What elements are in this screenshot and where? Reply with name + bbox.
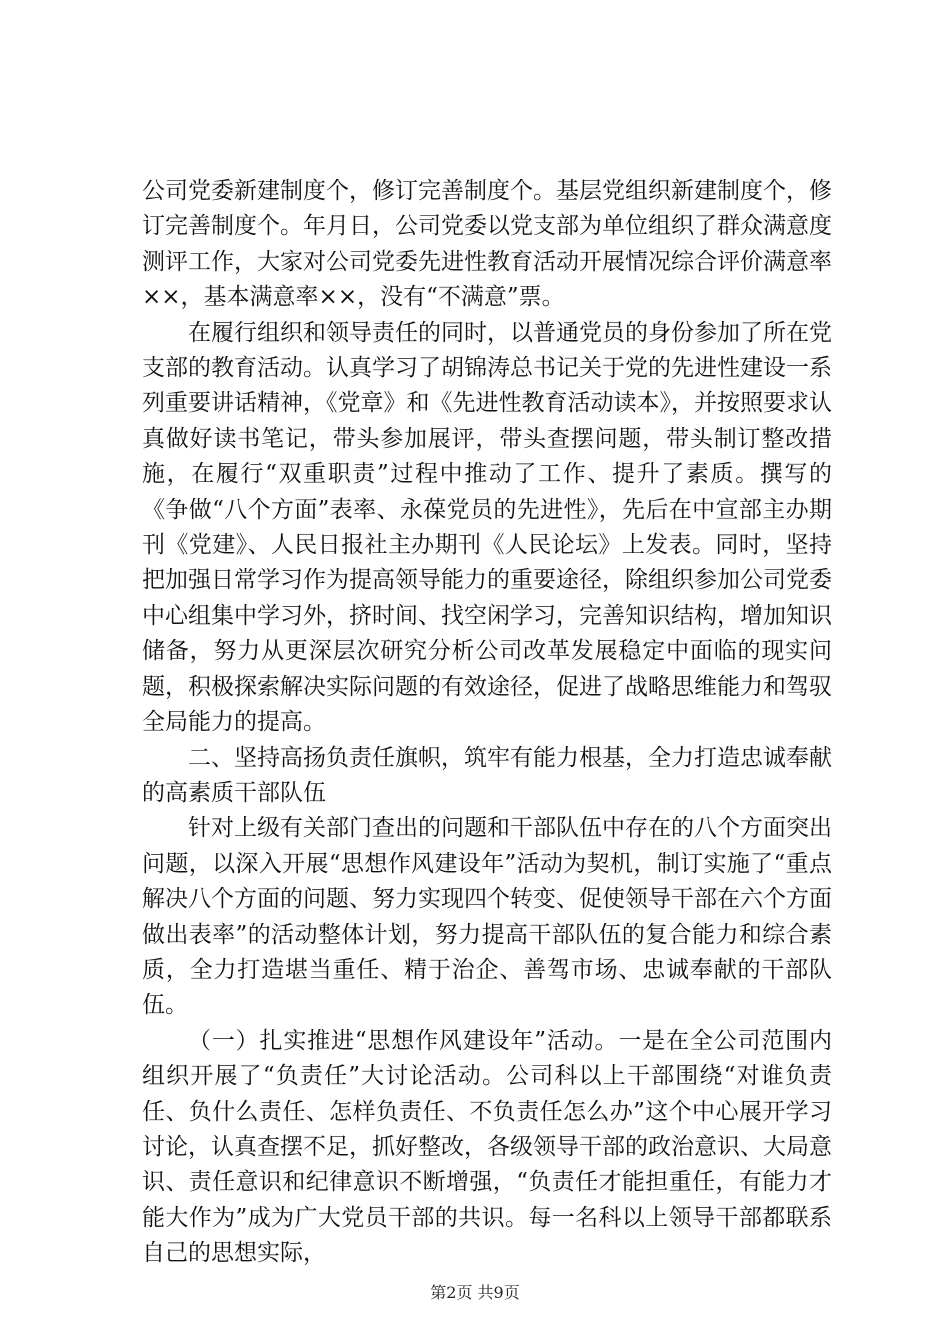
section-heading: 二、坚持高扬负责任旗帜，筑牢有能力根基，全力打造忠诚奉献的高素质干部队伍: [142, 744, 832, 806]
paragraph-work-style-year: （一）扎实推进“思想作风建设年”活动。一是在全公司范围内组织开展了“负责任”大讨论活动。公司科以上干部围绕“对谁负责任、负什么责任、怎样负责任、不负责任怎么办”这个中心展开学习讨论，认真查摆不足，抓好整改，各级领导干部的政治意识、大局意识、责任意识和纪律意识不断增强，“负责任才能担重任，有能力才能大作为”成为广大党员干部的共识。每一名科以上领导干部都联系自己的思想实际，: [142, 1027, 832, 1267]
paragraph-continuation: 公司党委新建制度个，修订完善制度个。基层党组织新建制度个，修订完善制度个。年月日，公司党委以党支部为单位组织了群众满意度测评工作，大家对公司党委先进性教育活动开展情况综合评价满意率××，基本满意率××，没有“不满意”票。: [142, 178, 832, 311]
paragraph-cadre-team: 针对上级有关部门查出的问题和干部队伍中存在的八个方面突出问题，以深入开展“思想作风建设年”活动为契机，制订实施了“重点解决八个方面的问题、努力实现四个转变、促使领导干部在六个方面做出表率”的活动整体计划，努力提高干部队伍的复合能力和综合素质，全力打造堪当重任、精于治企、善驾市场、忠诚奉献的干部队伍。: [142, 815, 832, 1019]
document-body: [142, 174, 832, 1272]
paragraph-personal-study: 在履行组织和领导责任的同时，以普通党员的身份参加了所在党支部的教育活动。认真学习了胡锦涛总书记关于党的先进性建设一系列重要讲话精神，《党章》和《先进性教育活动读本》，并按照要求认真做好读书笔记，带头参加展评，带头查摆问题，带头制订整改措施，在履行“双重职责”过程中推动了工作、提升了素质。撰写的《争做“八个方面”表率、永葆党员的先进性》，先后在中宣部主办期刊《党建》、人民日报社主办期刊《人民论坛》上发表。同时，坚持把加强日常学习作为提高领导能力的重要途径，除组织参加公司党委中心组集中学习外，挤时间、找空闲学习，完善知识结构，增加知识储备，努力从更深层次研究分析公司改革发展稳定中面临的现实问题，积极探索解决实际问题的有效途径，促进了战略思维能力和驾驭全局能力的提高。: [142, 319, 832, 736]
page-number-footer: 第2页 共9页: [430, 1283, 520, 1302]
